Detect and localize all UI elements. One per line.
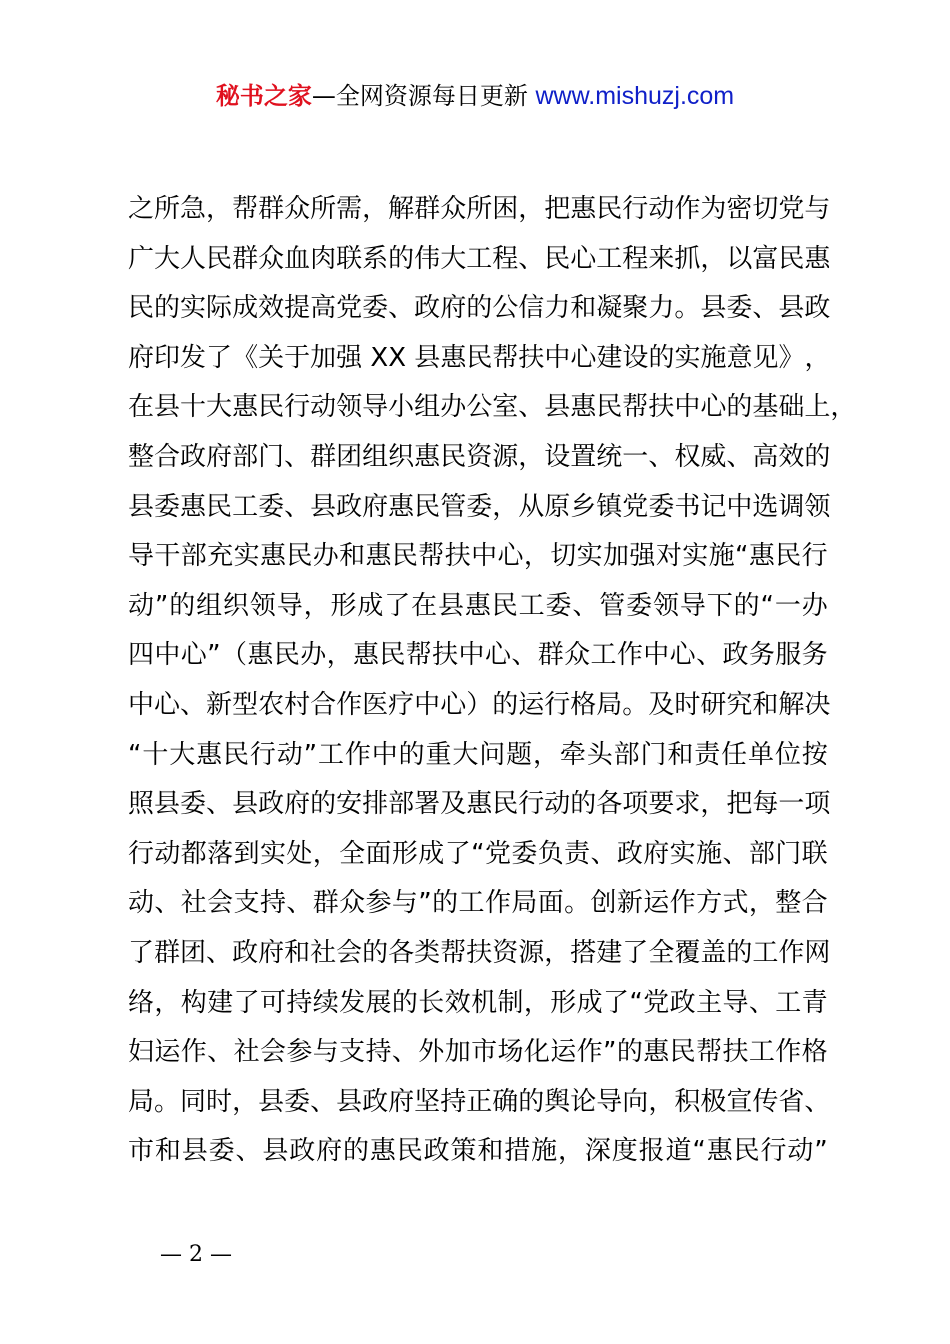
text-line: 动 、 社 会 支 持 、 群 众 参 与 ” 的 工 作 局 面 。 创 新 运 作 方 式 ， 整 合 [128,888,828,919]
text-line: 照 县 委 、 县 政 府 的 安 排 部 署 及 惠 民 行 动 的 各 项 要 求 ， 把 每 一 项 [128,789,831,820]
text-line: “ 十 大 惠 民 行 动 ” 工 作 中 的 重 大 问 题 ， 牵 头 部 门 和 责 任 单 位 按 [128,739,828,770]
text-line: 局 。 同 时 ， 县 委 、 县 政 府 坚 持 正 确 的 舆 论 导 向 ， 积 极 宣 传 省 、 [128,1086,831,1117]
site-url-link[interactable]: www.mishuzj.com [535,82,735,110]
text-line: 之 所 急 ， 帮 群 众 所 需 ， 解 群 众 所 困 ， 把 惠 民 行 动 作 为 密 切 党 与 [128,194,831,224]
header-slogan: —全网资源每日更新 [311,82,528,110]
brand-name: 秘书之家 [215,82,312,110]
text-line: 中 心 、 新 型 农 村 合 作 医 疗 中 心 ） 的 运 行 格 局 。 及 时 研 究 和 解 决 [128,689,831,720]
text-line: 络 ， 构 建 了 可 持 续 发 展 的 长 效 机 制 ， 形 成 了 “ 党 政 主 导 、 工 青 [128,987,828,1018]
text-line: 动 ” 的 组 织 领 导 ， 形 成 了 在 县 惠 民 工 委 、 管 委 领 导 下 的 “ 一 办 [128,590,828,621]
text-line: 府 印 发 了 《 关 于 加 强 X X 县 惠 民 帮 扶 中 心 建 设 的 实 施 意 见 》 ， [128,342,831,373]
text-line: 妇 运 作 、 社 会 参 与 支 持 、 外 加 市 场 化 运 作 ” 的 惠 民 帮 扶 工 作 格 [128,1037,828,1068]
page-number: — 2 — [160,1242,232,1267]
text-line: 导 干 部 充 实 惠 民 办 和 惠 民 帮 扶 中 心 ， 切 实 加 强 对 实 施 “ 惠 民 行 [128,541,828,572]
text-line: 了 群 团 、 政 府 和 社 会 的 各 类 帮 扶 资 源 ， 搭 建 了 全 覆 盖 的 工 作 网 [128,937,831,968]
text-line: 四 中 心 ” （ 惠 民 办 ， 惠 民 帮 扶 中 心 、 群 众 工 作 中 心 、 政 务 服 务 [128,640,828,671]
site-header [0,80,950,112]
text-line: 整 合 政 府 部 门 、 群 团 组 织 惠 民 资 源 ， 设 置 统 一 、 权 威 、 高 效 的 [128,441,831,472]
text-line: 民 的 实 际 成 效 提 高 党 委 、 政 府 的 公 信 力 和 凝 聚 力 。 县 委 、 县 政 [128,293,831,324]
text-line: 市 和 县 委 、 县 政 府 的 惠 民 政 策 和 措 施 ， 深 度 报 道 “ 惠 民 行 动 ” [128,1136,828,1167]
text-line: 在 县 十 大 惠 民 行 动 领 导 小 组 办 公 室 、 县 惠 民 帮 扶 中 心 的 基 础 上 ， [128,392,857,423]
text-line: 广 大 人 民 群 众 血 肉 联 系 的 伟 大 工 程 、 民 心 工 程 来 抓 ， 以 富 民 惠 [128,243,831,274]
text-line: 行 动 都 落 到 实 处 ， 全 面 形 成 了 “ 党 委 负 责 、 政 府 实 施 、 部 门 联 [128,838,828,869]
document-body [128,185,857,1177]
text-line: 县 委 惠 民 工 委 、 县 政 府 惠 民 管 委 ， 从 原 乡 镇 党 委 书 记 中 选 调 领 [128,491,831,522]
